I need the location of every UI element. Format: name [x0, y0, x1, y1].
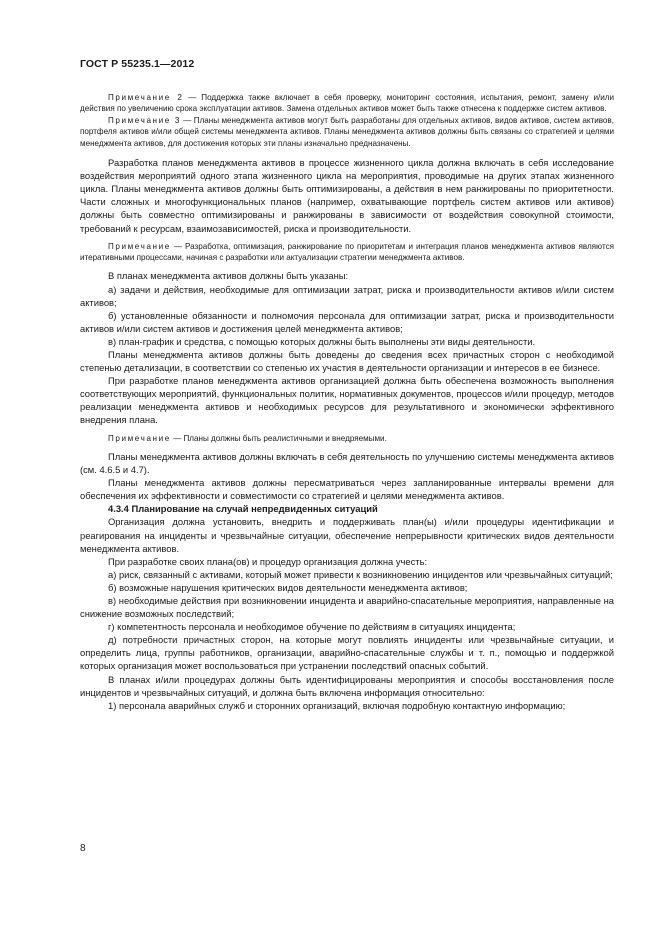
note-block-top [80, 92, 614, 149]
document-header: ГОСТ Р 55235.1—2012 [80, 58, 195, 70]
paragraph: Планы менеджмента активов должны быть доведены до сведения всех причастных сторон с необходимой степенью детализации, в соответствии со степенью их участия в деятельности организации и интересов в ее бизнесе. [80, 348, 614, 374]
paragraph: Разработка планов менеджмента активов в процессе жизненного цикла должна включать в себя исследование воздействия мероприятий одного этапа жизненного цикла на мероприятия, проводимые на других этапах жизненного цикла. Планы менеджмента активов должны быть оптимизированы, а действия в нем ранжированы по приоритетности. Части сложных и многофункциональных планов (например, охватывающие портфель систем активов или активов) должны быть совместно оптимизированы и ранжированы в зависимости от воздействия совокупной стоимости, требований к ресурсам, взаимозависимостей, риска и производительности. [80, 157, 614, 234]
note-label: Примечание 2 [108, 93, 184, 102]
list-item: б) установленные обязанности и полномочия персонала для оптимизации затрат, риска и производительности активов и/или систем активов и достижения целей менеджмента активов; [80, 309, 614, 334]
note-mid [80, 241, 614, 264]
list-item: б) возможные нарушения критических видов деятельности менеджмента активов; [108, 581, 468, 593]
note-label: Примечание [108, 433, 171, 443]
list-item: в) план-график и средства, с помощью которых должны быть выполнены эти виды деятельности. [108, 335, 536, 347]
note-2 [80, 92, 614, 115]
list-intro: При разработке своих плана(ов) и процедур организация должна учесть: [108, 555, 428, 567]
section-heading: 4.3.4 Планирование на случай непредвиденных ситуаций [108, 503, 378, 515]
paragraph: В планах и/или процедурах должны быть идентифицированы мероприятия и способы восстановления после инцидентов и чрезвычайных ситуаций, и должна быть включена информация относительно: [80, 673, 614, 698]
note-text: — Планы менеджмента активов могут быть разработаны для отдельных активов, видов активов, систем активов, портфеля активов и/или общей системы менеджмента активов. Планы менеджмента активов должны быть связаны со стратегией и целями менеджмента активов, для достижения которых эти планы изначально предназначены. [80, 115, 614, 148]
list-item: д) потребности причастных сторон, на которые могут повлиять инциденты или чрезвычайные ситуации, и определить лица, группы работников, организации, аварийно-спасательные службы и т. п., помощью и поддержкой которых организация может воспользоваться при устранении последствий опасных событий. [80, 634, 614, 672]
paragraph: Планы менеджмента активов должны пересматриваться через запланированные интервалы времени для обеспечения их эффективности и совместимости со стратегией и целями менеджмента активов. [80, 477, 614, 502]
note-3 [80, 115, 614, 149]
paragraph: Организация должна установить, внедрить и поддерживать план(ы) и/или процедуры идентификации и реагирования на инциденты и чрезвычайные ситуации, обеспечение непрерывности критических видов деятельности менеджмента активов. [80, 516, 614, 554]
list-item: г) компетентность персонала и необходимое обучение по действиям в ситуациях инцидента; [108, 621, 516, 633]
list-item: в) необходимые действия при возникновении инцидента и аварийно-спасательные мероприятия, направленные на снижение возможных последствий; [80, 594, 614, 620]
note-text: — Планы должны быть реалистичными и внедряемыми. [170, 433, 387, 443]
list-item: а) риск, связанный с активами, который может привести к возникновению инцидентов или чрезвычайных ситуаций; [108, 568, 613, 580]
note-label: Примечание 3 [108, 115, 181, 125]
paragraph: При разработке планов менеджмента активов организацией должна быть обеспечена возможность выполнения соответствующих мероприятий, функциональных политик, нормативных документов, процессов и/или процедур, методов реализации менеджмента активов и необходимых ресурсов для результативного и экономически эффективного внедрения плана. [80, 375, 614, 426]
note-text: — Разработка, оптимизация, ранжирование по приоритетам и интеграция планов менеджмента активов являются итеративными процессами, начиная с разработки или актуализации стратегии менеджмента активов. [80, 241, 614, 262]
note-text: — Поддержка также включает в себя проверку, мониторинг состояния, испытания, ремонт, замену и/или действия по увеличению срока эксплуатации активов. Замена отдельных активов может быть также отнесена к поддержке систем активов. [80, 93, 614, 114]
note-short [80, 433, 614, 444]
list-item: 1) персонала аварийных служб и сторонних организаций, включая подробную контактную информацию; [108, 699, 566, 711]
paragraph: Планы менеджмента активов должны включать в себя деятельность по улучшению системы менеджмента активов (см. 4.6.5 и 4.7). [80, 450, 614, 476]
document-page [80, 58, 614, 712]
list-intro: В планах менеджмента активов должны быть указаны: [108, 270, 349, 282]
list-item: а) задачи и действия, необходимые для оптимизации затрат, риска и производительности активов и/или систем активов; [80, 283, 614, 308]
page-number: 8 [80, 843, 86, 854]
note-label: Примечание [108, 241, 171, 251]
